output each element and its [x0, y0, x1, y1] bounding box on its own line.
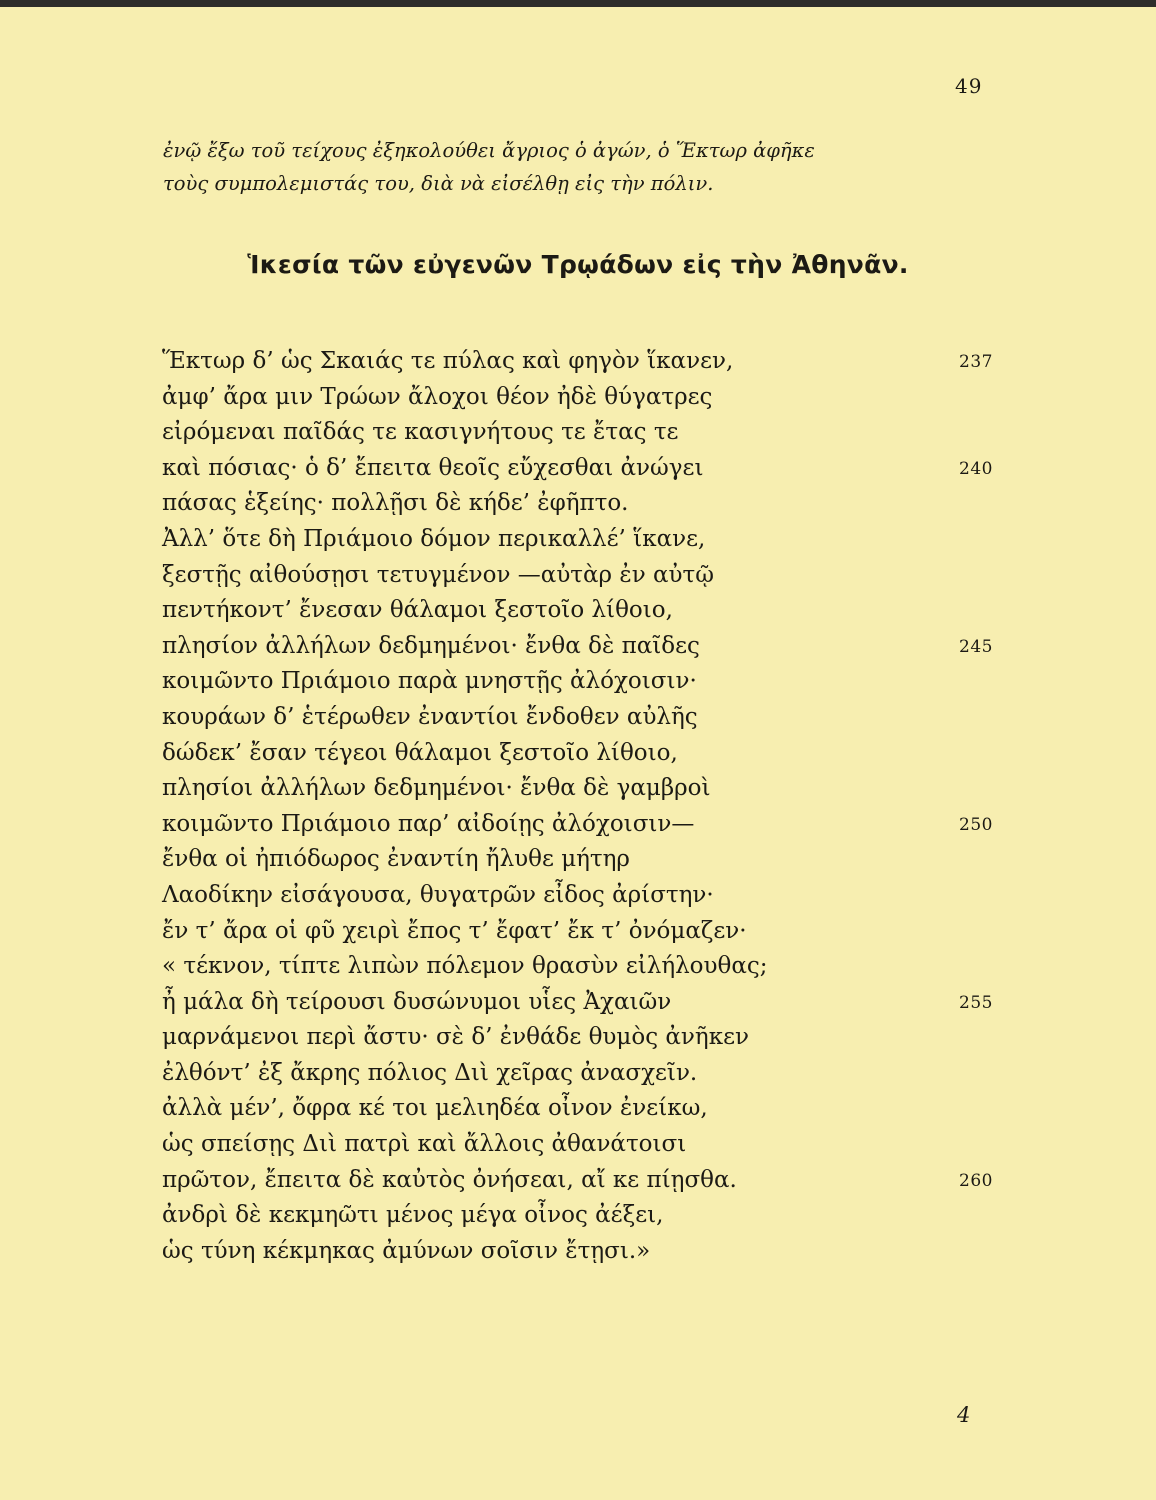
verse-text: πλησίον ἀλλήλων δεδμημένοι· ἔνθα δὲ παῖδες [162, 632, 700, 659]
verse-text: κουράων δ’ ἑτέρωθεν ἐναντίοι ἔνδοθεν αὐλῆς [162, 703, 698, 730]
verse-text: εἰρόμεναι παῖδάς τε κασιγνήτους τε ἔτας τε [162, 419, 679, 446]
verse-text: ἔνθα οἱ ἠπιόδωρος ἐναντίη ἤλυθε μήτηρ [162, 846, 630, 873]
verse-line [162, 842, 1022, 878]
verse-line [162, 522, 1022, 558]
verse-line [162, 878, 1022, 914]
verse-text: ἀμφ’ ἄρα μιν Τρώων ἄλοχοι θέον ἠδὲ θύγατρες [162, 383, 713, 410]
verse-text: δώδεκ’ ἔσαν τέγεοι θάλαμοι ξεστοῖο λίθοιο, [162, 739, 678, 766]
verse-text: κοιμῶντο Πριάμοιο παρ’ αἰδοίῃς ἀλόχοισιν— [162, 810, 695, 837]
verse-text: κοιμῶντο Πριάμοιο παρὰ μνηστῇς ἀλόχοισιν· [162, 668, 697, 695]
verse-line [162, 1127, 1022, 1163]
verse-text: ὡς σπείσῃς Διὶ πατρὶ καὶ ἄλλοις ἀθανάτοισι [162, 1131, 687, 1158]
page-number: 49 [955, 74, 983, 98]
verse-line [162, 344, 1022, 380]
verse-text: καὶ πόσιας· ὁ δ’ ἔπειτα θεοῖς εὔχεσθαι ἀνώγει [162, 454, 704, 481]
intro-line: τοὺς συμπολεμιστάς του, διὰ νὰ εἰσέλθῃ εἰς τὴν πόλιν. [163, 172, 714, 195]
verse-text: Λαοδίκην εἰσάγουσα, θυγατρῶν εἶδος ἀρίστην· [162, 881, 714, 908]
verse-line [162, 985, 1022, 1021]
verse-text: ἀλλὰ μέν’, ὄφρα κέ τοι μελιηδέα οἶνον ἐνείκω, [162, 1095, 708, 1122]
verse-line [162, 914, 1022, 950]
verse-line [162, 1163, 1022, 1199]
line-number: 245 [959, 636, 993, 657]
verse-line [162, 771, 1022, 807]
verse-text: μαρνάμενοι περὶ ἄστυ· σὲ δ’ ἐνθάδε θυμὸς ἀνῆκεν [162, 1024, 749, 1051]
verse-line [162, 736, 1022, 772]
verse-block [162, 344, 1022, 1269]
verse-line [162, 700, 1022, 736]
line-number: 237 [959, 352, 993, 372]
verse-text: πεντήκοντ’ ἔνεσαν θάλαμοι ξεστοῖο λίθοιο, [162, 597, 673, 624]
verse-line [162, 1198, 1022, 1234]
verse-line [162, 664, 1022, 700]
verse-text: πρῶτον, ἔπειτα δὲ καὐτὸς ὀνήσεαι, αἴ κε πίῃσθα. [162, 1166, 737, 1193]
verse-line [162, 1091, 1022, 1127]
verse-line [162, 1234, 1022, 1270]
verse-line [162, 593, 1022, 629]
verse-text: ἀνδρὶ δὲ κεκμηῶτι μένος μέγα οἶνος ἀέξει, [162, 1202, 664, 1229]
verse-text: πλησίοι ἀλλήλων δεδμημένοι· ἔνθα δὲ γαμβροὶ [162, 775, 711, 802]
verse-line [162, 415, 1022, 451]
verse-text: ἔν τ’ ἄρα οἱ φῦ χειρὶ ἔπος τ’ ἔφατ’ ἔκ τ’ ὀνόμαζεν· [162, 917, 747, 944]
verse-text: ὡς τύνη κέκμηκας ἀμύνων σοῖσιν ἔτῃσι.» [162, 1237, 651, 1264]
verse-text: ἦ μάλα δὴ τείρουσι δυσώνυμοι υἷες Ἀχαιῶν [162, 988, 672, 1015]
verse-line [162, 486, 1022, 522]
verse-text: Ἀλλ’ ὅτε δὴ Πριάμοιο δόμον περικαλλέ’ ἵκανε, [162, 525, 706, 552]
verse-line [162, 1056, 1022, 1092]
verse-text: ξεστῇς αἰθούσῃσι τετυγμένον —αὐτὰρ ἐν αὐτῷ [162, 561, 715, 588]
verse-text: ἐλθόντ’ ἐξ ἄκρης πόλιος Διὶ χεῖρας ἀνασχεῖν. [162, 1059, 698, 1086]
verse-line [162, 1020, 1022, 1056]
verse-line [162, 949, 1022, 985]
verse-line [162, 807, 1022, 843]
line-number: 240 [959, 458, 993, 479]
verse-line [162, 380, 1022, 416]
line-number: 255 [959, 992, 993, 1013]
verse-text: Ἕκτωρ δ’ ὡς Σκαιάς τε πύλας καὶ φηγὸν ἵκανεν, [162, 348, 734, 374]
intro-line: ἐνῷ ἔξω τοῦ τείχους ἐξηκολούθει ἄγριος ὁ ἀγών, ὁ Ἕκτωρ ἀφῆκε [163, 139, 815, 162]
line-number: 260 [959, 1170, 993, 1191]
verse-line [162, 558, 1022, 594]
verse-line [162, 629, 1022, 665]
section-heading: Ἱκεσία τῶν εὐγενῶν Τρῳάδων εἰς τὴν Ἀθηνᾶν. [247, 250, 909, 279]
intro-paragraph [163, 134, 1003, 200]
top-border-rule [0, 0, 1156, 7]
printer-signature-mark: 4 [957, 1403, 971, 1427]
verse-text: « τέκνον, τίπτε λιπὼν πόλεμον θρασὺν εἰλήλουθας; [162, 953, 768, 980]
verse-text: πάσας ἑξείης· πολλῇσι δὲ κήδε’ ἐφῆπτο. [162, 490, 629, 517]
line-number: 250 [959, 814, 993, 835]
verse-line [162, 451, 1022, 487]
